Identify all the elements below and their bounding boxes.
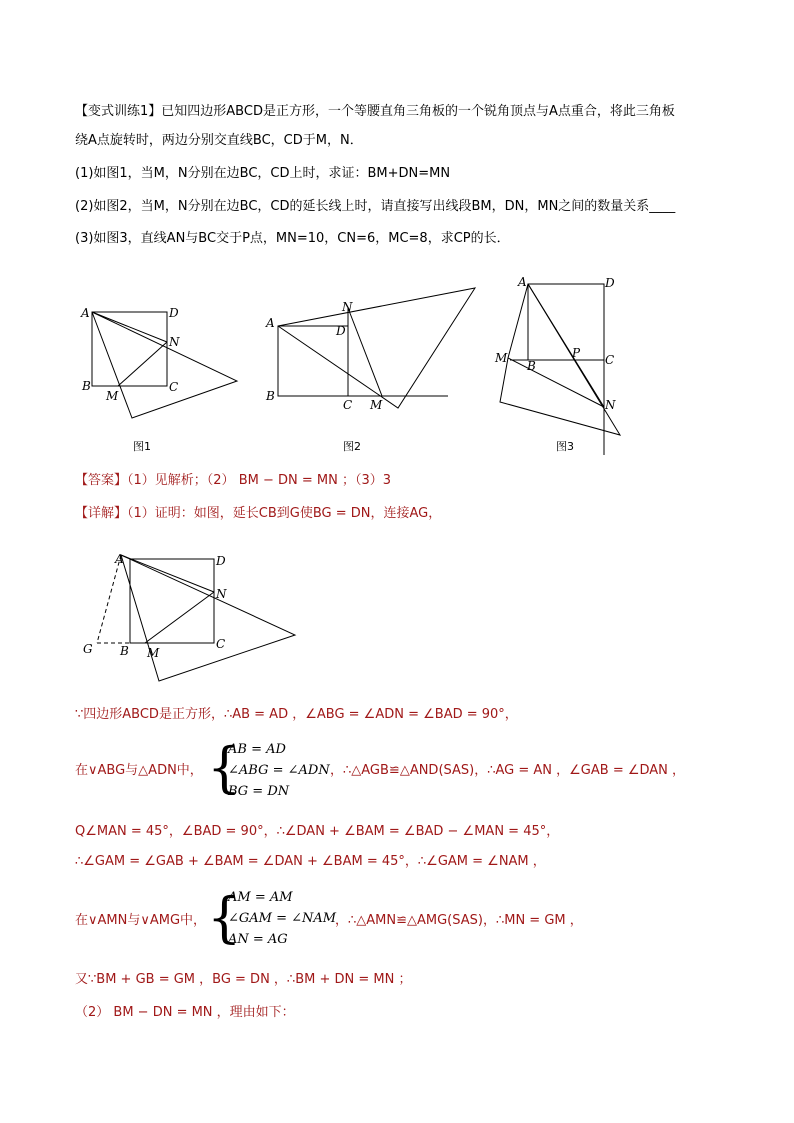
proof-brace-2: { (207, 886, 242, 949)
proof-label-m: M (147, 646, 160, 660)
fig2-label-n: N (342, 300, 353, 314)
fig1-segment-mn (118, 342, 167, 386)
fig3-segment-an (528, 284, 604, 407)
fig3-label-n: N (605, 398, 616, 412)
proof-triangle (121, 555, 295, 681)
proof-label-g: G (83, 642, 93, 656)
fig1-label-n: N (169, 335, 180, 349)
proof-line-3: Q∠MAN = 45°，∠BAD = 90°，∴∠DAN + ∠BAM = ∠BAD − ∠MAN = 45°， (75, 824, 560, 839)
fig2-segment-nm (348, 308, 382, 396)
proof-line-7: （2） BM − DN = MN ，理由如下： (75, 1005, 295, 1020)
problem-part-1: (1)如图1，当M，N分别在边BC，CD上时，求证：BM+DN=MN (75, 166, 451, 181)
fig3-label-d: D (605, 276, 615, 290)
problem-tag: 【变式训练1】 (75, 104, 162, 119)
fig1-label-d: D (169, 306, 179, 320)
fig3-label-a: A (518, 275, 527, 289)
proof-line-5-suffix: ，∴△AMN≌△AMG(SAS)，∴MN = GM ， (335, 913, 583, 928)
problem-part-2: (2)如图2，当M，N分别在边BC，CD的延长线上时，请直接写出线段BM，DN，MN之间的数量关系____ (75, 199, 676, 214)
proof-sys1-eq2: ∠ABG = ∠ADN (228, 763, 330, 778)
proof-diagram (75, 545, 315, 685)
proof-label-d: D (216, 554, 226, 568)
detail-line (75, 505, 441, 523)
proof-label-n: N (216, 587, 227, 601)
proof-label-a: A (115, 552, 124, 566)
fig2-label-b: B (266, 389, 275, 403)
proof-sys2-eq1: AM = AM (228, 890, 293, 905)
proof-label-b: B (120, 644, 129, 658)
problem-line-1 (75, 103, 675, 121)
fig2-label-d: D (336, 324, 346, 338)
fig2-caption: 图2 (343, 440, 361, 453)
fig2-label-c: C (343, 398, 353, 412)
fig3-caption: 图3 (556, 440, 574, 453)
fig1-label-m: M (106, 389, 119, 403)
problem-part-3: (3)如图3，直线AN与BC交于P点，MN=10，CN=6，MC=8，求CP的长． (75, 231, 510, 246)
fig3-square (528, 284, 604, 360)
detail-text: （1）证明：如图，延长CB到G使BG = DN，连接AG， (127, 506, 442, 521)
answer-text: （1）见解析；（2） BM − DN = MN ；（3）3 (127, 473, 391, 488)
proof-sys2-eq2: ∠GAM = ∠NAM (228, 911, 337, 926)
proof-segment-ag (97, 555, 121, 643)
fig3-label-p: P (572, 346, 581, 360)
proof-segment-mn (145, 592, 214, 643)
fig1-label-b: B (82, 379, 91, 393)
proof-brace-1: { (207, 736, 242, 799)
proof-label-c: C (216, 637, 226, 651)
problem-text-1: 已知四边形ABCD是正方形，一个等腰直角三角板的一个锐角顶点与A点重合，将此三角板 (161, 104, 675, 119)
detail-tag: 【详解】 (75, 506, 128, 521)
fig3-label-c: C (605, 353, 615, 367)
problem-line-2: 绕A点旋转时，两边分别交直线BC，CD于M，N． (75, 133, 363, 148)
fig1-label-c: C (169, 380, 179, 394)
fig1-segment-an (92, 312, 167, 342)
fig2-label-m: M (370, 398, 383, 412)
proof-sys2-eq3: AN = AG (228, 932, 288, 947)
proof-sys1-eq3: BG = DN (228, 784, 290, 799)
proof-line-6: 又∵BM + GB = GM ，BG = DN ，∴BM + DN = MN ； (75, 972, 412, 987)
fig1-label-a: A (81, 306, 90, 320)
fig3-label-m: M (495, 351, 508, 365)
figures-diagram (70, 270, 630, 460)
proof-line-4: ∴∠GAM = ∠GAB + ∠BAM = ∠DAN + ∠BAM = 45°，∴∠GAM = ∠NAM ， (75, 854, 546, 869)
fig1-square (92, 312, 167, 386)
fig1-caption: 图1 (133, 440, 151, 453)
answer-tag: 【答案】 (75, 473, 128, 488)
fig3-segment-mn (508, 358, 604, 407)
proof-line-2-prefix: 在∨ABG与△ADN中， (75, 763, 203, 778)
proof-line-1: ∵四边形ABCD是正方形，∴AB = AD ，∠ABG = ∠ADN = ∠BAD = 90°， (75, 707, 518, 722)
fig2-triangle (278, 288, 475, 408)
fig3-label-b: B (527, 359, 536, 373)
proof-line-2-suffix: ，∴△AGB≌△AND(SAS)，∴AG = AN ，∠GAB = ∠DAN ， (330, 763, 686, 778)
proof-segment-an (121, 555, 214, 592)
answer-line (75, 472, 391, 490)
fig2-label-a: A (266, 316, 275, 330)
proof-line-5-prefix: 在∨AMN与∨AMG中， (75, 913, 207, 928)
proof-sys1-eq1: AB = AD (228, 742, 286, 757)
